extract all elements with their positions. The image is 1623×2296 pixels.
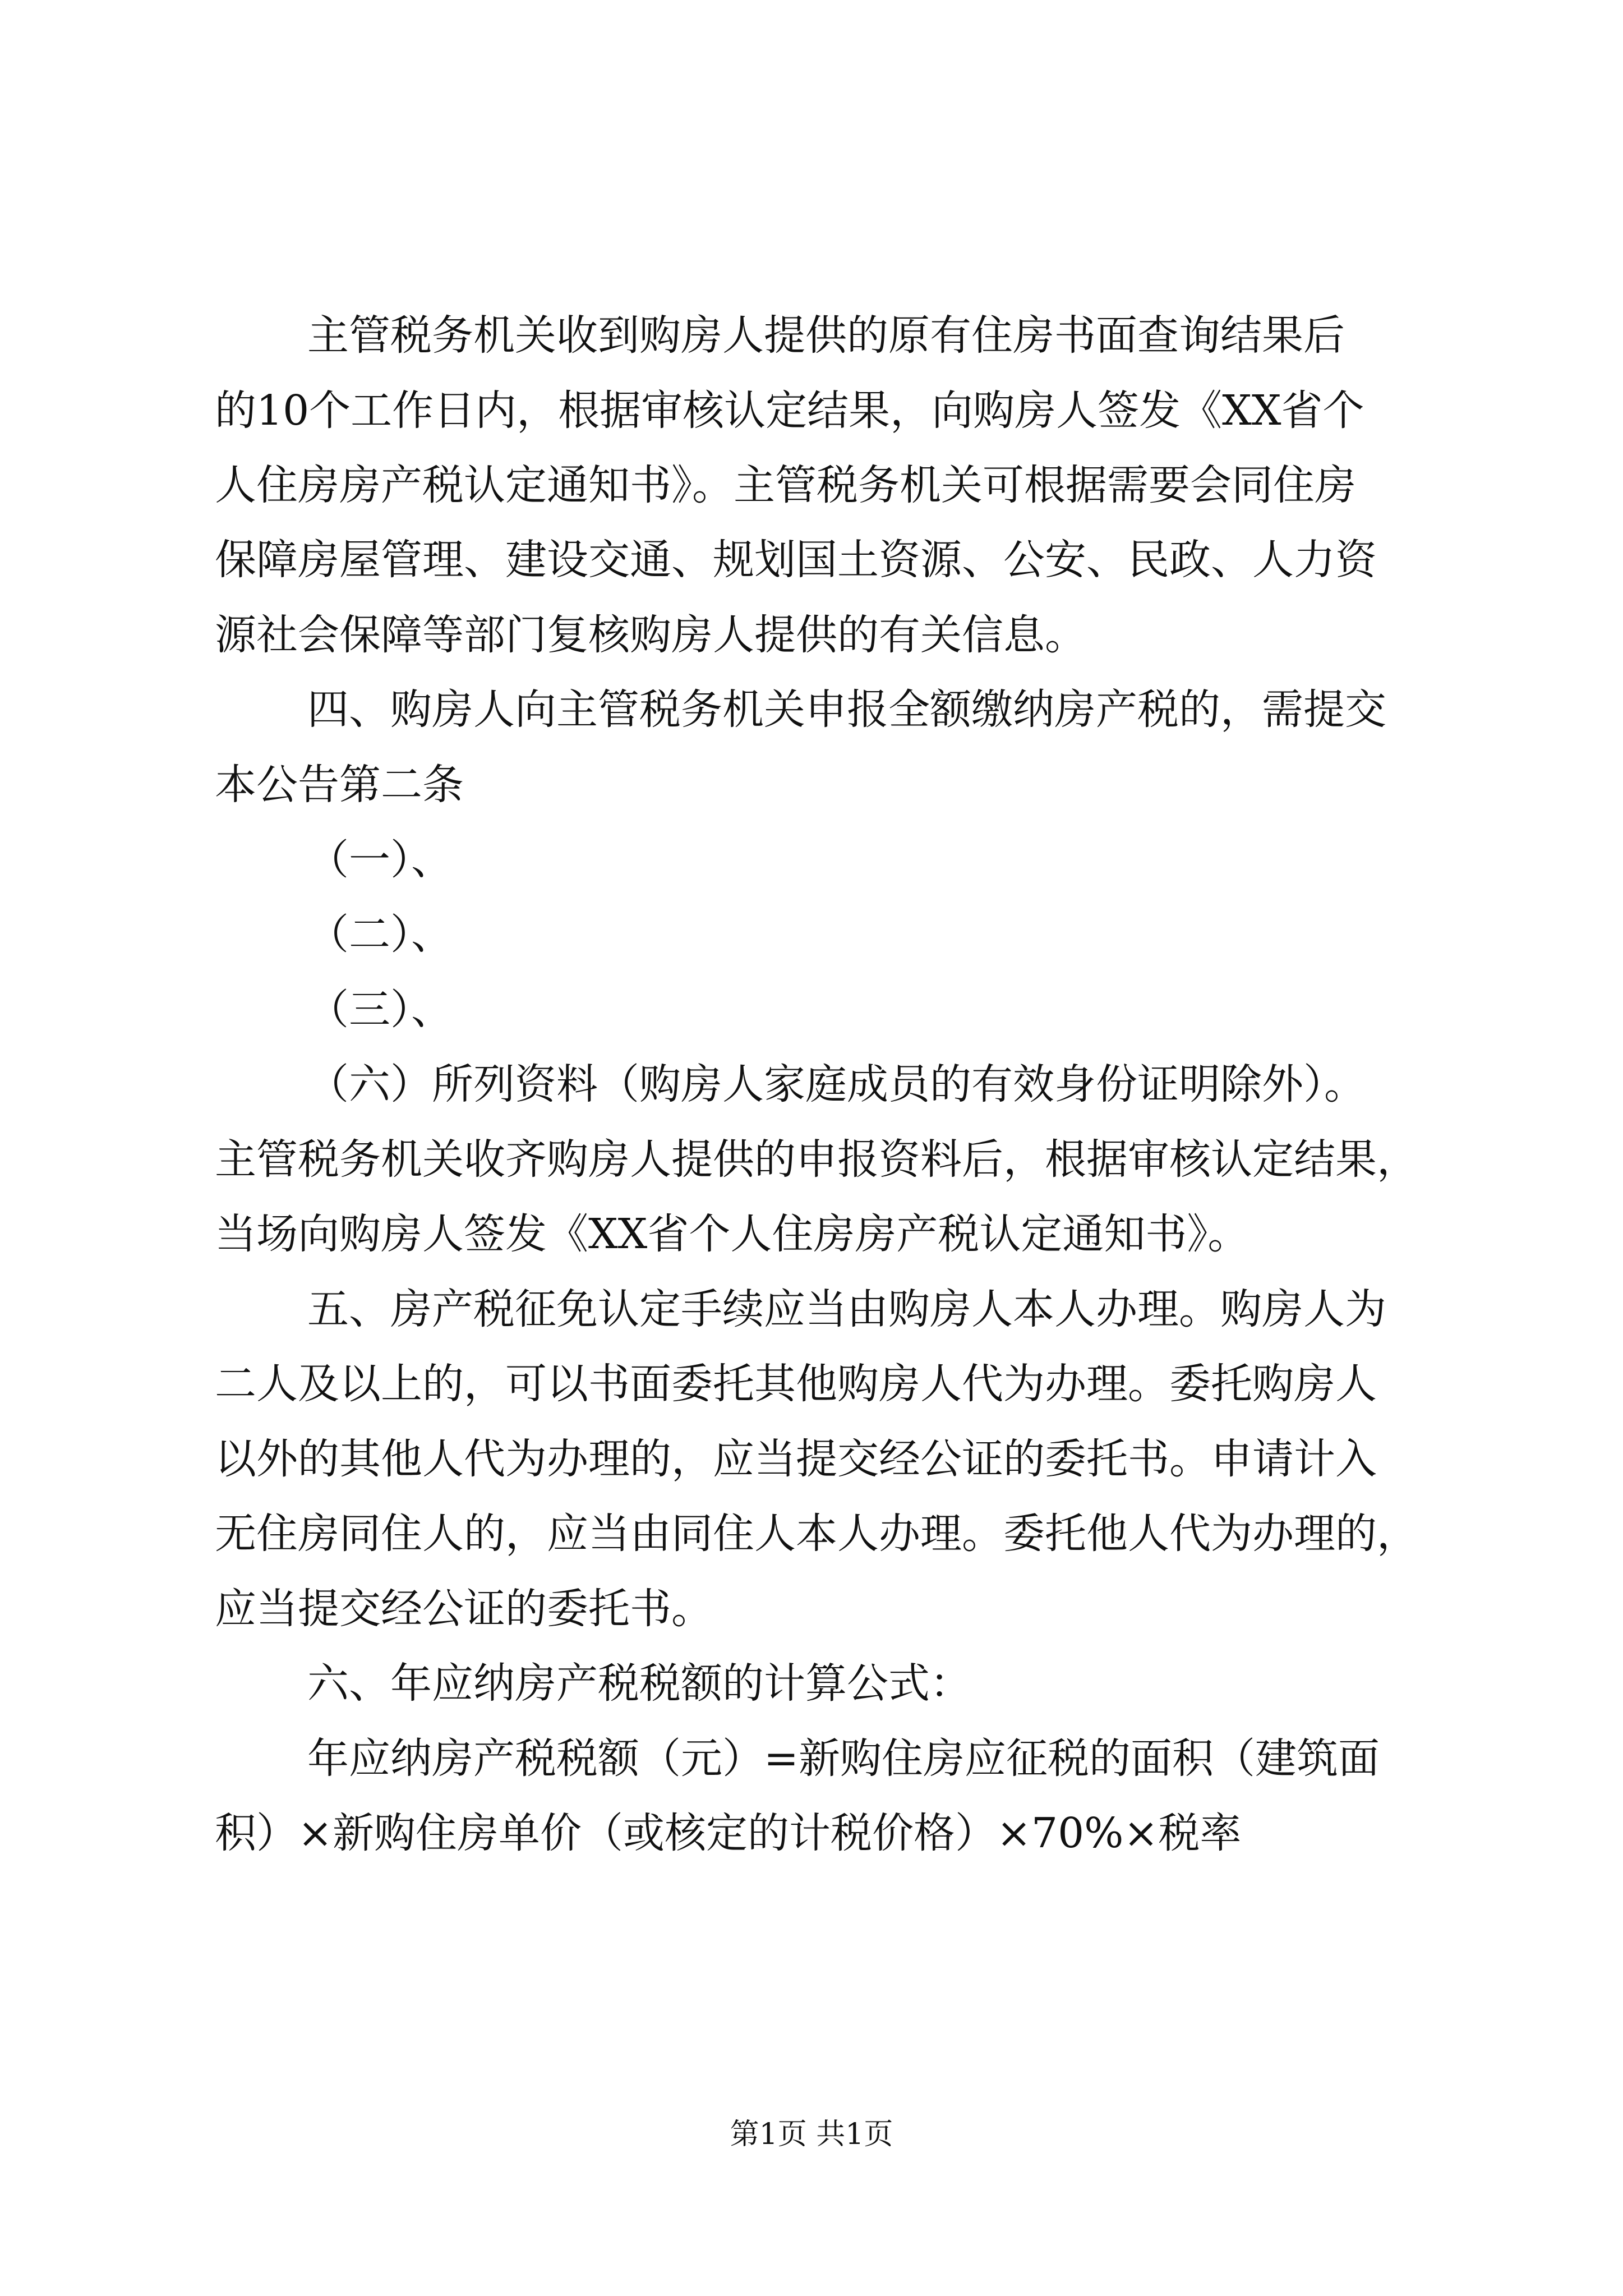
paragraph-text: 当场向购房人签发《XX省个人住房房产税认定通知书》。	[215, 1210, 1249, 1258]
paragraph-text: 本公告第二条	[215, 761, 464, 809]
paragraph-text: 的10个工作日内，根据审核认定结果，向购房人签发《XX省个	[215, 386, 1364, 435]
list-item-label: （三）、	[307, 986, 453, 1034]
formula-text: 积）×新购住房单价（或核定的计税价格）×70%×税率	[215, 1809, 1242, 1857]
paragraph-text: 应当提交经公证的委托书。	[215, 1585, 713, 1633]
paragraph-text: 人住房房产税认定通知书》。主管税务机关可根据需要会同住房	[215, 461, 1356, 509]
paragraph-text: 五、房产税征免认定手续应当由购房人本人办理。购房人为	[307, 1285, 1386, 1333]
list-item-label: （二）、	[307, 910, 453, 959]
paragraph-text: 以外的其他人代为办理的，应当提交经公证的委托书。申请计入	[215, 1435, 1377, 1483]
formula-text: 年应纳房产税税额（元）=新购住房应征税的面积（建筑面	[307, 1734, 1380, 1783]
paragraph-text: 二人及以上的，可以书面委托其他购房人代为办理。委托购房人	[215, 1360, 1377, 1408]
paragraph-text: 源社会保障等部门复核购房人提供的有关信息。	[215, 611, 1086, 659]
paragraph-text: （六）所列资料（购房人家庭成员的有效身份证明除外）。	[307, 1060, 1366, 1108]
paragraph-text: 无住房同住人的，应当由同住人本人办理。委托他人代为办理的，	[215, 1510, 1418, 1558]
paragraph-text: 保障房屋管理、建设交通、规划国土资源、公安、民政、人力资	[215, 536, 1377, 584]
paragraph-text: 六、年应纳房产税税额的计算公式：	[307, 1659, 971, 1708]
page-footer: 第1页 共1页	[730, 2118, 893, 2151]
list-item-label: （一）、	[307, 836, 453, 884]
paragraph-text: 主管税务机关收齐购房人提供的申报资料后，根据审核认定结果，	[215, 1135, 1418, 1184]
paragraph-text: 主管税务机关收到购房人提供的原有住房书面查询结果后	[307, 311, 1345, 360]
paragraph-text: 四、购房人向主管税务机关申报全额缴纳房产税的，需提交	[307, 685, 1386, 734]
